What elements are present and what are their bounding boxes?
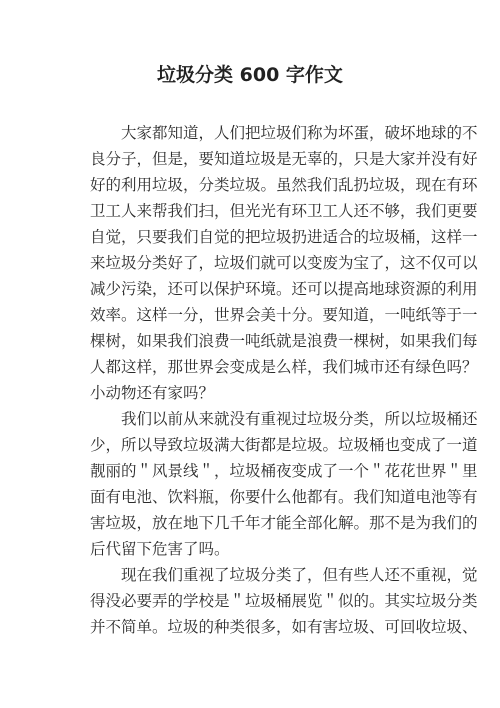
text-line: 并不简单。垃圾的种类很多，如有害垃圾、可回收垃圾、 (90, 618, 478, 636)
text-line: 得没必要弄的学校是＂垃圾桶展览＂似的。其实垃圾分类 (90, 592, 478, 610)
text-line: 好的利用垃圾，分类垃圾。虽然我们乱扔垃圾，现在有环 (90, 176, 478, 194)
text-line: 棵树，如果我们浪费一吨纸就是浪费一棵树，如果我们每 (90, 332, 478, 350)
text-line: 卫工人来帮我们扫，但光光有环卫工人还不够，我们更要 (90, 202, 478, 220)
text-line: 自觉，只要我们自觉的把垃圾扔进适合的垃圾桶，这样一 (90, 228, 478, 246)
document-title: 垃圾分类 600 字作文 (157, 64, 343, 86)
text-line: 面有电池、饮料瓶，你要什么他都有。我们知道电池等有 (90, 488, 478, 506)
text-line: 害垃圾，放在地下几千年才能全部化解。那不是为我们的 (90, 514, 478, 532)
text-line: 人都这样，那世界会变成是么样，我们城市还有绿色吗？ (90, 358, 478, 376)
text-line: 来垃圾分类好了，垃圾们就可以变废为宝了，这不仅可以 (90, 254, 478, 272)
text-line: 良分子，但是，要知道垃圾是无辜的，只是大家并没有好 (90, 150, 478, 168)
text-line: 大家都知道，人们把垃圾们称为坏蛋，破坏地球的不 (90, 124, 478, 142)
text-line: 减少污染，还可以保护环境。还可以提高地球资源的利用 (90, 280, 478, 298)
text-line: 少，所以导致垃圾满大街都是垃圾。垃圾桶也变成了一道 (90, 436, 478, 454)
text-line: 现在我们重视了垃圾分类了，但有些人还不重视，觉 (90, 566, 478, 584)
text-line: 靓丽的＂风景线＂，垃圾桶夜变成了一个＂花花世界＂里 (90, 462, 478, 480)
text-line: 小动物还有家吗？ (90, 384, 215, 402)
text-line: 我们以前从来就没有重视过垃圾分类，所以垃圾桶还 (90, 410, 478, 428)
text-line: 效率。这样一分，世界会美十分。要知道，一吨纸等于一 (90, 306, 478, 324)
essay-body (90, 120, 478, 640)
text-line: 后代留下危害了吗。 (90, 540, 230, 558)
